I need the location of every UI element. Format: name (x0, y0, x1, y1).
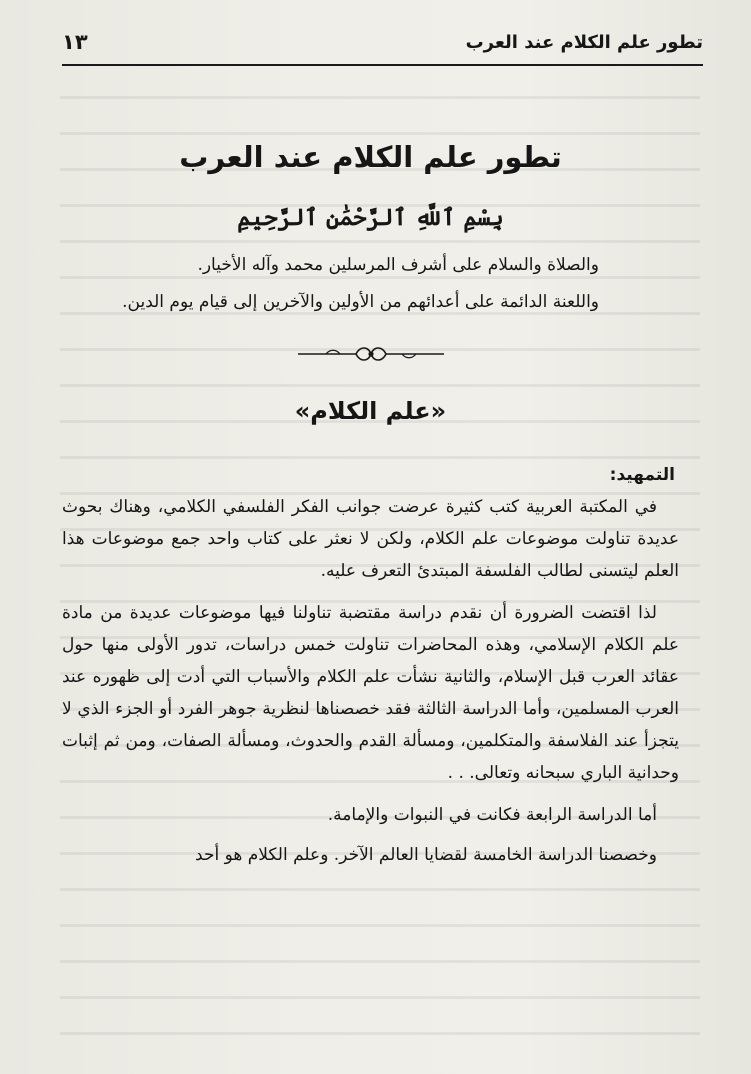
body-paragraph: في المكتبة العربية كتب كثيرة عرضت جوانب الفكر الفلسفي الكلامي، وهناك بحوث عديدة تناولت موضوعات علم الكلام، ولكن لا نعثر على كتاب واحد جمع موضوعات هذا العلم ليتسنى لطالب الفلسفة المبتدئ التعرف عليه. (62, 497, 679, 581)
body-paragraph: لذا اقتضت الضرورة أن نقدم دراسة مقتضبة تناولنا فيها موضوعات عديدة من مادة علم الكلام الإسلامي، وهذه المحاضرات تناولت خمس دراسات، تدور الأولى منها حول عقائد العرب قبل الإسلام، والثانية نشأت علم الكلام والأسباب التي أدت إلى ظهوره عند العرب المسلمين، وأما الدراسة الثالثة فقد خصصناها لنظرية جوهر الفرد أو الجزء الذي لا يتجزأ عند الفلاسفة والمتكلمين، ومسألة القدم والحدوث، ومسألة الصفات، ومن ثم إثبات وحدانية الباري سبحانه وتعالى. . . (62, 603, 679, 783)
page-number: ١٣ (62, 30, 88, 54)
intro-block (62, 247, 679, 321)
section-subheading: التمهيد: (609, 465, 675, 485)
basmala: بِسْمِ ٱللَّهِ ٱلرَّحْمَٰنِ ٱلرَّحِيمِ (237, 204, 504, 231)
body-paragraph: وخصصنا الدراسة الخامسة لقضايا العالم الآخر. وعلم الكلام هو أحد (195, 845, 657, 865)
page-content (62, 130, 679, 881)
body-paragraph: أما الدراسة الرابعة فكانت في النبوات والإمامة. (327, 805, 657, 825)
header-rule (62, 64, 703, 66)
running-title: تطور علم الكلام عند العرب (465, 32, 703, 53)
ornament-divider (296, 343, 446, 365)
page-header (62, 28, 703, 62)
intro-line: واللعنة الدائمة على أعدائهم من الأولين والآخرين إلى قيام يوم الدين. (122, 292, 599, 312)
section-title: «علم الكلام» (294, 397, 447, 425)
intro-line: والصلاة والسلام على أشرف المرسلين محمد وآله الأخيار. (197, 255, 599, 275)
chapter-title: تطور علم الكلام عند العرب (179, 140, 562, 174)
